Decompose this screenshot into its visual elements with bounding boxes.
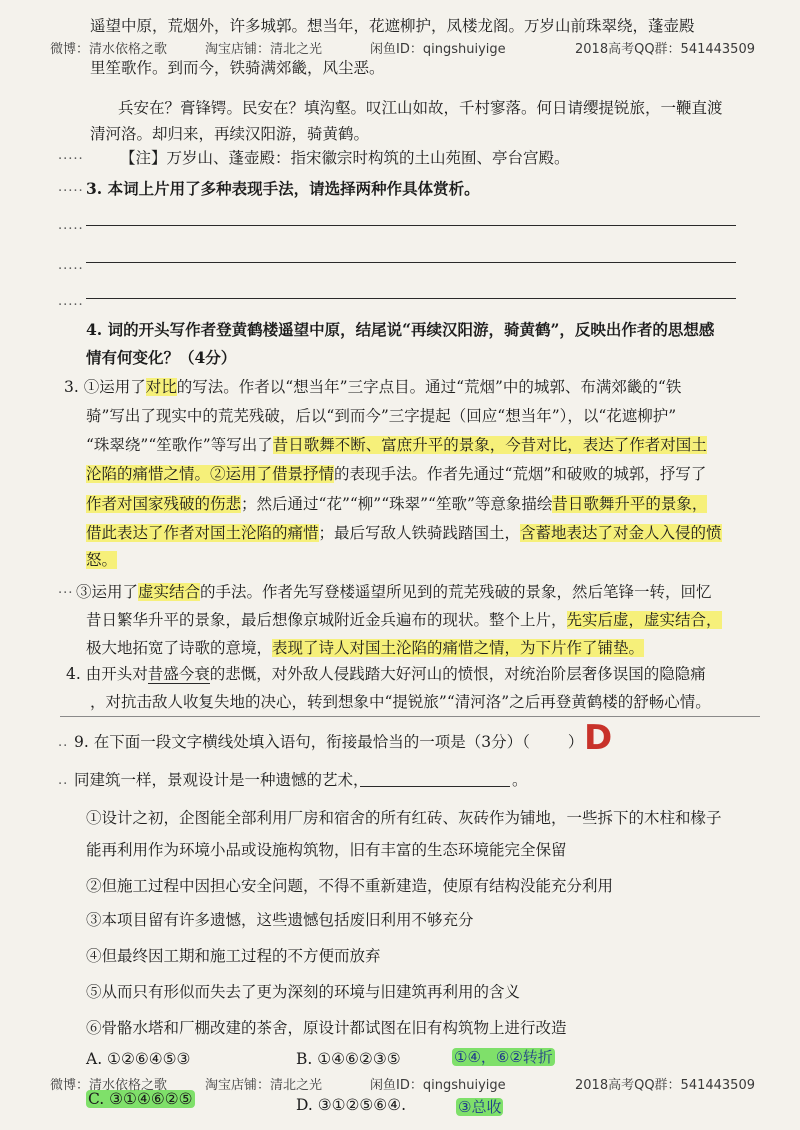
highlight-text: 先实后虚，虚实结合， — [566, 611, 722, 629]
answer-3-line-10 — [86, 636, 644, 658]
highlight-text: 借景抒情 — [272, 465, 335, 483]
highlight-text: 含蓄地表达了对金人入侵的愤 — [520, 524, 722, 542]
answer-text: 的手法。作者先写登楼遥望所见到的荒芜残破的景象，然后笔锋一转，回忆 — [200, 583, 712, 601]
margin-dots: ..... — [58, 258, 84, 273]
answer-text: ；然后通过“花”“柳”“珠翠”“笙歌”等意象描绘 — [241, 495, 553, 513]
answer-3-line-9 — [86, 608, 722, 630]
margin-dots: ..... — [58, 294, 84, 309]
answer-text: 的写法。作者以“想当年”三字点目。通过“荒烟”中的城郭、布满郊畿的“铁 — [176, 378, 682, 396]
answer-3-line-8 — [76, 580, 712, 602]
highlight-text: 表现了诗人对国土沦陷的痛惜之情，为下片作了铺垫。 — [272, 639, 645, 657]
question-9-stem — [74, 730, 583, 752]
sentence-1b: 能再利用作为环境小品或设施构筑物，旧有丰富的生态环境能完全保留 — [86, 841, 567, 859]
highlight-text: 对比 — [145, 378, 177, 396]
highlight-text: 借此表达了作者对国土沦陷的痛惜 — [86, 524, 319, 542]
margin-dots: ..... — [58, 180, 84, 195]
question-4-line-2: 情有何变化？（4分） — [86, 348, 237, 367]
answer-rule — [86, 262, 736, 263]
answer-3-line-5 — [86, 492, 707, 514]
answer-text: 的表现手法。作者先通过“荒烟”和破败的城郭，抒写了 — [334, 465, 707, 483]
watermark-xianyu: 闲鱼ID：qingshuiyige — [370, 42, 506, 57]
handwritten-text: ③总收 — [458, 1098, 502, 1116]
watermark-weibo: 微博：清水依格之歌 — [50, 42, 168, 57]
sentence-3: ③本项目留有许多遗憾，这些遗憾包括废旧利用不够充分 — [86, 911, 474, 929]
answer-rule — [86, 225, 736, 226]
answer-rule — [86, 298, 736, 299]
sentence-2: ②但施工过程中因担心安全问题，不得不重新建造，使原有结构没能充分利用 — [86, 877, 614, 895]
sentence-1a: ①设计之初，企图能全部利用厂房和宿舍的所有红砖、灰砖作为铺地，一些拆下的木柱和椽子 — [86, 809, 722, 827]
watermark-weibo: 微博：清水依格之歌 — [50, 1078, 168, 1093]
highlight-text: 作者对国家残破的伤悲 — [86, 495, 242, 513]
question-9-lead-end: 。 — [512, 771, 528, 789]
poem-line-1: 遥望中原，荒烟外，许多城郭。想当年，花遮柳护，凤楼龙阁。万岁山前珠翠绕，蓬壶殿 — [90, 17, 695, 35]
answer-3-line-1 — [64, 375, 681, 397]
answer-text: ；最后写敌人铁骑践踏国土， — [318, 524, 521, 542]
handwritten-answer: D — [584, 718, 613, 758]
option-b: B. ①④⑥②③⑤ — [296, 1050, 401, 1068]
answer-3-line-3 — [86, 433, 707, 455]
sentence-5: ⑤从而只有形似而失去了更为深刻的环境与旧建筑再利用的含义 — [86, 983, 521, 1001]
margin-dots: ..... — [58, 218, 84, 233]
highlight-option: C. ③①④⑥②⑤ — [88, 1090, 193, 1108]
answer-4-line-2: ，对抗击敌人收复失地的决心，转到想象中“提锐旅”“清河洛”之后再登黄鹤楼的舒畅心情。 — [90, 693, 711, 711]
highlight-text: 昔日歌舞升平的景象， — [552, 495, 708, 513]
margin-dots: .. — [58, 735, 69, 750]
answer-text: 4. 由开头对 — [66, 665, 148, 683]
answer-text: 的悲慨，对外敌人侵践踏大好河山的愤恨，对统治阶层奢侈误国的隐隐痛 — [209, 665, 706, 683]
answer-text: 昔日繁华升平的景象，最后想像京城附近金兵遍布的现状。整个上片， — [86, 611, 567, 629]
watermark-xianyu: 闲鱼ID：qingshuiyige — [370, 1078, 506, 1093]
answer-text: 3. ①运用了 — [64, 378, 146, 396]
highlight-text: 昔日歌舞不断、富庶升平的景象，今昔对比，表达了作者对国土 — [272, 436, 707, 454]
question-text: ） — [567, 733, 584, 751]
answer-4-line-1 — [66, 662, 706, 684]
handwritten-note-1 — [452, 1046, 555, 1067]
question-9-lead: 同建筑一样，景观设计是一种遗憾的艺术， — [74, 771, 369, 789]
answer-3-line-4 — [86, 462, 706, 484]
highlight-text: 沦陷的痛惜之情。②运用了 — [86, 465, 273, 483]
option-d: D. ③①②⑤⑥④. — [296, 1096, 407, 1114]
sentence-6: ⑥骨骼水塔和厂棚改建的茶舍，原设计都试图在旧有构筑物上进行改造 — [86, 1019, 567, 1037]
answer-3-line-6 — [86, 521, 722, 543]
handwritten-note-2 — [456, 1096, 503, 1117]
handwritten-text: ①④，⑥②转折 — [454, 1048, 553, 1066]
poem-line-2: 里笙歌作。到而今，铁骑满郊畿，风尘恶。 — [90, 59, 385, 77]
sentence-4: ④但最终因工期和施工过程的不方便而放弃 — [86, 947, 381, 965]
poem-note: 【注】万岁山、蓬壶殿：指宋徽宗时构筑的土山苑囿、亭台宫殿。 — [120, 149, 570, 167]
watermark-shop: 淘宝店铺：清北之光 — [205, 1078, 323, 1093]
answer-3-line-7 — [86, 548, 117, 570]
margin-dots: .. — [58, 773, 69, 788]
poem-line-4: 清河洛。却归来，再续汉阳游，骑黄鹤。 — [90, 125, 370, 143]
highlight-text: 虚实结合 — [138, 583, 201, 601]
highlight-text: 怒。 — [86, 551, 118, 569]
question-text: 9. 在下面一段文字横线处填入语句，衔接最恰当的一项是（3分）（ — [74, 733, 530, 751]
question-4-line-1: 4. 词的开头写作者登黄鹤楼遥望中原，结尾说“再续汉阳游，骑黄鹤”，反映出作者的思想感 — [86, 320, 715, 339]
watermark-qq: 2018高考QQ群：541443509 — [575, 1078, 755, 1093]
section-divider — [60, 716, 760, 717]
margin-dots: ..... — [58, 148, 84, 163]
answer-3-line-2: 骑”写出了现实中的荒芜残破，后以“到而今”三字提起（回应“想当年”），以“花遮柳护” — [86, 407, 677, 425]
answer-text: 极大地拓宽了诗歌的意境， — [86, 639, 273, 657]
watermark-qq: 2018高考QQ群：541443509 — [575, 42, 755, 57]
underlined-text: 昔盛今衰 — [147, 665, 210, 683]
poem-line-3: 兵安在？膏锋锷。民安在？填沟壑。叹江山如故，千村寥落。何日请缨提锐旅，一鞭直渡 — [118, 99, 723, 117]
option-a: A. ①②⑥④⑤③ — [86, 1050, 191, 1068]
watermark-shop: 淘宝店铺：清北之光 — [205, 42, 323, 57]
fill-blank-line — [360, 786, 510, 787]
question-3: 3. 本词上片用了多种表现手法，请选择两种作具体赏析。 — [86, 179, 480, 198]
answer-text: ③运用了 — [76, 583, 139, 601]
margin-dots: ... — [58, 582, 74, 597]
answer-text: “珠翠绕”“笙歌作”等写出了 — [86, 436, 273, 454]
